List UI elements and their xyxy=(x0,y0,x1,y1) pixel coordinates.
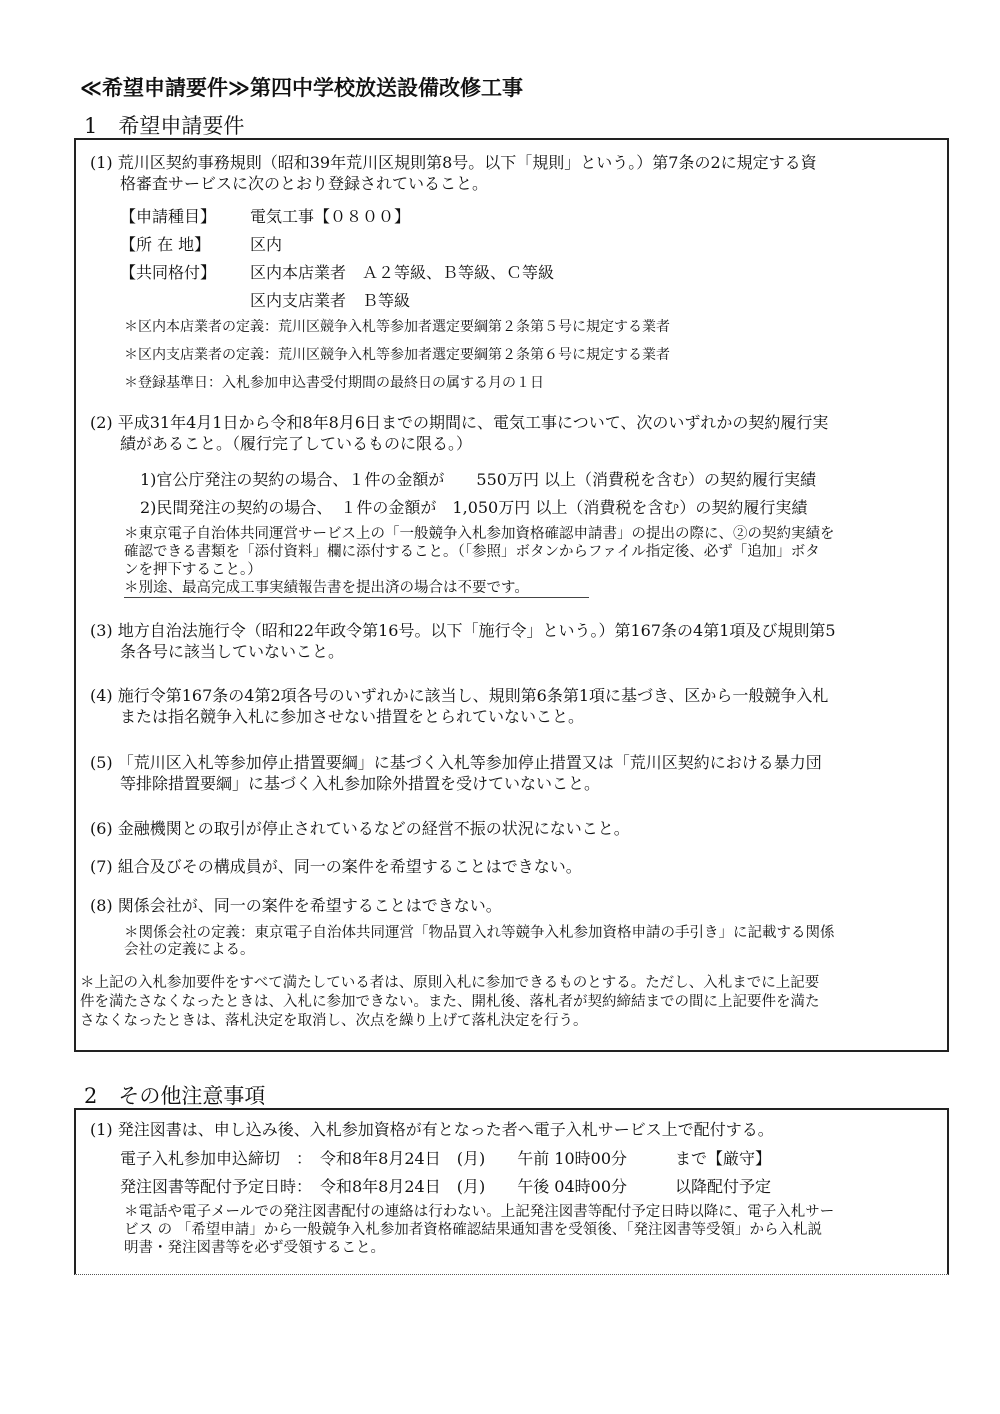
item1-line1: (1) 荒川区契約事務規則（昭和39年荒川区規則第8号。以下「規則」という。）第7条の2に規定する資 xyxy=(90,153,817,172)
requirements-footer-line3: さなくなったときは、落札決定を取消し、次点を繰り上げて落札決定を行う。 xyxy=(80,1013,588,1029)
item5-line1: (5) 「荒川区入札等参加停止措置要綱」に基づく入札等参加停止措置又は「荒川区契約における暴力団 xyxy=(90,753,822,772)
item1-key2: 【所 在 地】 xyxy=(120,235,211,254)
item8-note2: 会社の定義による。 xyxy=(124,942,255,958)
item1-val2: 区内 xyxy=(250,235,283,254)
section2-heading: 2 その他注意事項 xyxy=(84,1084,266,1108)
requirements-footer-line2: 件を満たさなくなったときは、入札に参加できない。また、開札後、落札者が契約締結までの間に上記要件を満た xyxy=(80,994,820,1010)
item1-key1: 【申請種目】 xyxy=(120,207,217,226)
item2-line2: 績があること。（履行完了しているものに限る。） xyxy=(120,434,473,453)
notes-note3: 明書・発注図書等を必ず受領すること。 xyxy=(124,1240,385,1256)
item1-line2: 格審査サービスに次のとおり登録されていること。 xyxy=(120,174,489,193)
item7: (7) 組合及びその構成員が、同一の案件を希望することはできない。 xyxy=(90,857,582,876)
item2-note1: ＊東京電子自治体共同運営サービス上の「一般競争入札参加資格確認申請書」の提出の際に、②の契約実績を xyxy=(124,526,835,542)
item1-val3b: 区内支店業者 Ｂ等級 xyxy=(250,291,411,310)
item1-val3a: 区内本店業者 Ａ２等級、Ｂ等級、Ｃ等級 xyxy=(250,263,555,282)
item4-line2: または指名競争入札に参加させない措置をとられていないこと。 xyxy=(120,707,585,726)
notes-note1: ＊電話や電子メールでの発注図書配付の連絡は行わない。上記発注図書等配付予定日時以降に、電子入札サー xyxy=(124,1204,835,1220)
item8-note1: ＊関係会社の定義：東京電子自治体共同運営「物品買入れ等競争入札参加資格申請の手引き」に記載する関係 xyxy=(124,925,835,941)
notes-note2: ビス の 「希望申請」から一般競争入札参加者資格確認結果通知書を受領後、「発注図書等受領」から入札説 xyxy=(124,1222,822,1238)
item2-note3: ンを押下すること。） xyxy=(124,562,262,578)
item2-note2: 確認できる書類を「添付資料」欄に添付すること。（「参照」ボタンからファイル指定後、必ず「追加」ボタ xyxy=(124,544,820,560)
item2-record2: 2)民間発注の契約の場合、 １件の金額が 1,050万円 以上（消費税を含む）の契約履行実績 xyxy=(140,498,808,517)
item3-line2: 条各号に該当していないこと。 xyxy=(120,642,345,661)
page-title: ≪希望申請要件≫第四中学校放送設備改修工事 xyxy=(80,76,523,100)
schedule-deadline: 電子入札参加申込締切 ： 令和8年8月24日 (月) 午前 10時00分 まで【厳守】 xyxy=(120,1149,772,1168)
item2-line1: (2) 平成31年4月1日から令和8年8月6日までの期間に、電気工事について、次のいずれかの契約履行実 xyxy=(90,413,829,432)
item2-record1: 1)官公庁発注の契約の場合、１件の金額が 550万円 以上（消費税を含む）の契約履行実績 xyxy=(140,470,817,489)
item5-line2: 等排除措置要綱」に基づく入札参加除外措置を受けていないこと。 xyxy=(120,774,601,793)
item6: (6) 金融機関との取引が停止されているなどの経営不振の状況にないこと。 xyxy=(90,819,630,838)
item1-note3: ＊登録基準日：入札参加申込書受付期間の最終日の属する月の１日 xyxy=(124,375,544,391)
requirements-footer-line1: ＊上記の入札参加要件をすべて満たしている者は、原則入札に参加できるものとする。ただし、入札までに上記要 xyxy=(80,975,820,991)
item1-note2: ＊区内支店業者の定義：荒川区競争入札等参加者選定要綱第２条第６号に規定する業者 xyxy=(124,347,670,363)
section1-heading: 1 希望申請要件 xyxy=(84,114,245,138)
item1-val1: 電気工事【０８００】 xyxy=(250,207,411,226)
notes-line1: (1) 発注図書は、申し込み後、入札参加資格が有となった者へ電子入札サービス上で配付する。 xyxy=(90,1120,774,1139)
item2-note4: ＊別途、最高完成工事実績報告書を提出済の場合は不要です。 xyxy=(124,580,589,598)
schedule-distribution: 発注図書等配付予定日時： 令和8年8月24日 (月) 午後 04時00分 以降配付予定 xyxy=(120,1177,772,1196)
item3-line1: (3) 地方自治法施行令（昭和22年政令第16号。以下「施行令」という。）第167条の4第1項及び規則第5 xyxy=(90,621,836,640)
item8-line1: (8) 関係会社が、同一の案件を希望することはできない。 xyxy=(90,896,502,915)
item4-line1: (4) 施行令第167条の4第2項各号のいずれかに該当し、規則第6条第1項に基づき、区から一般競争入札 xyxy=(90,686,829,705)
item1-key3: 【共同格付】 xyxy=(120,263,217,282)
item1-note1: ＊区内本店業者の定義：荒川区競争入札等参加者選定要綱第２条第５号に規定する業者 xyxy=(124,319,670,335)
